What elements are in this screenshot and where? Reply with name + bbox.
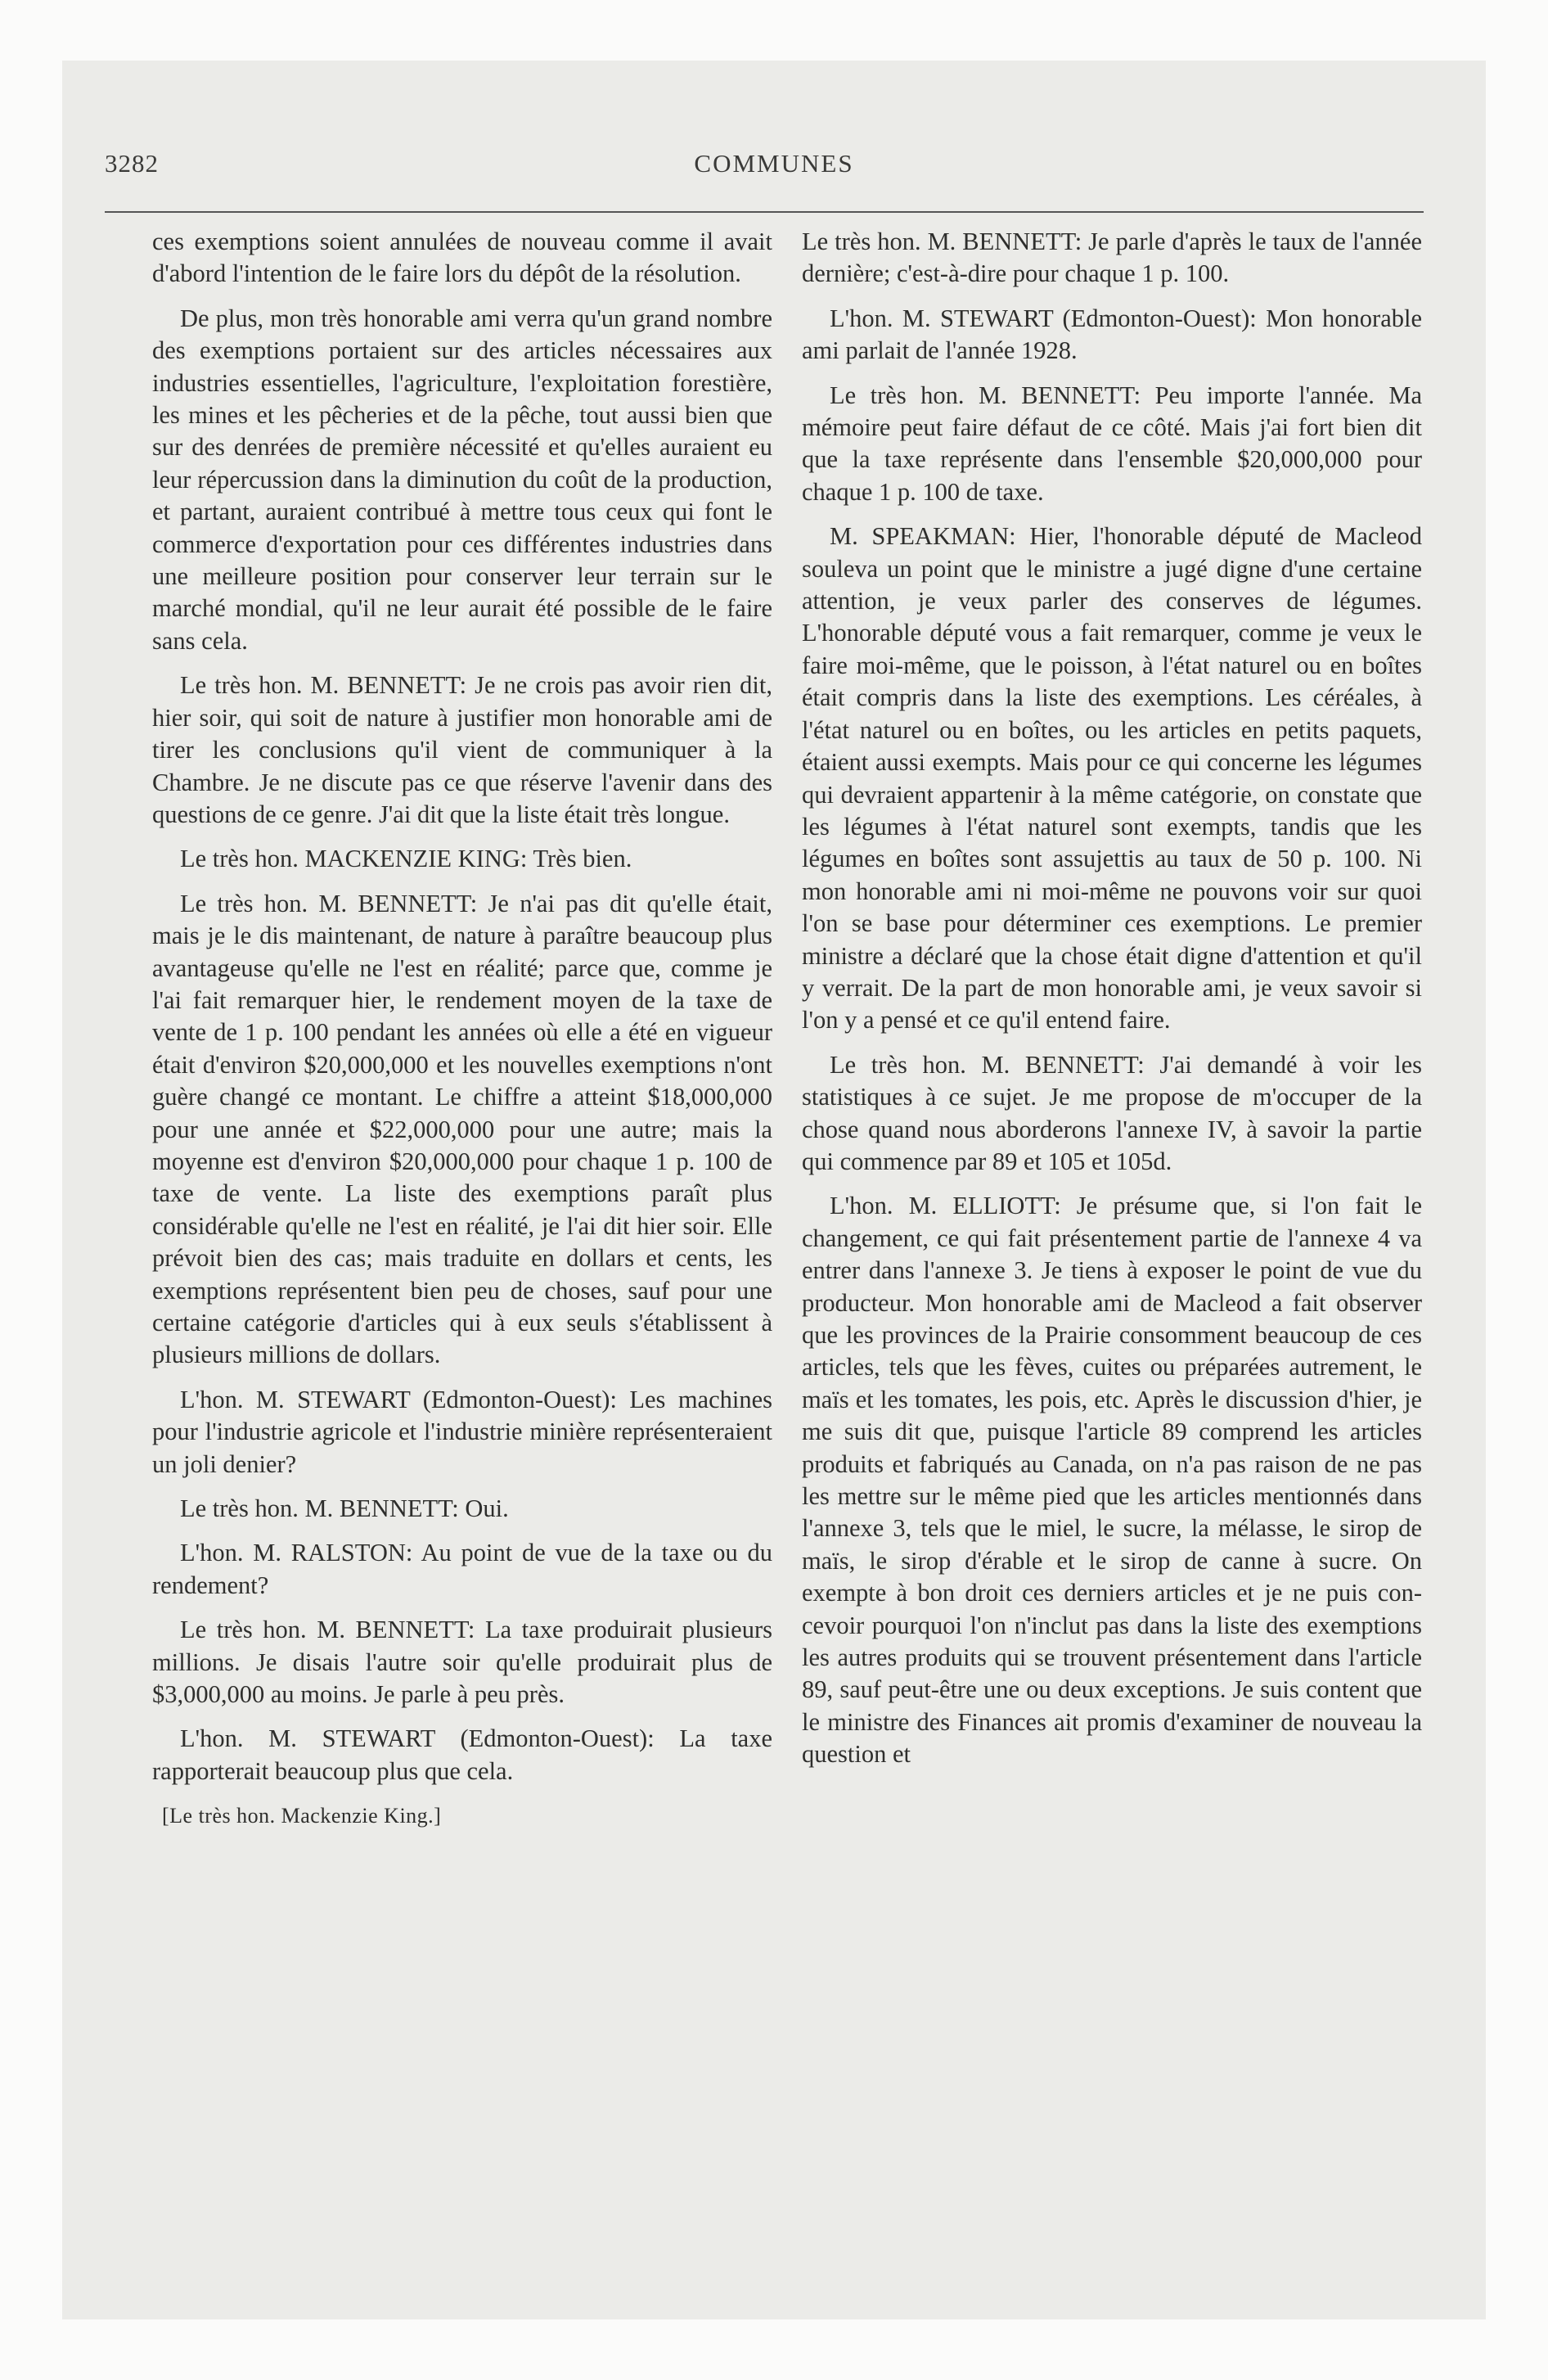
- running-head: COMMUNES: [694, 149, 854, 178]
- paragraph: L'hon. M. ELLIOTT: Je présume que, si l'on fait le changement, ce qui fait présentement partie de l'annexe 4 va entrer dans l'annexe 3. Je tiens à exposer le point de vue du producteur. Mon honorable ami de Macleod a fait observer que les provinces de la Prairie consomment beaucoup de ces articles, tels que les fèves, cuites ou préparées autrement, le maïs et les tomates, les pois, etc. Après le discussion d'hier, je me suis dit que, puisque l'article 89 comprend les articles produits et fabriqués au Canada, on n'a pas raison de ne pas les mettre sur le même pied que les articles mentionnés dans l'annexe 3, tels que le miel, le sucre, la mélasse, le sirop de maïs, le sirop d'érable et le sirop de canne à sucre. On exempte à bon droit ces derniers articles et je ne puis concevoir pourquoi l'on n'inclut pas dans la liste des exemptions les autres produits qui se trouvent présentement dans l'article 89, sauf peut-être une ou deux exceptions. Je suis content que le ministre des Finances ait promis d'examiner de nouveau la question et: [802, 1192, 1422, 1769]
- left-column: [152, 226, 772, 1845]
- page-number: 3282: [105, 149, 159, 178]
- paragraph: L'hon. M. STEWART (Edmonton-Ouest): Les machines pour l'industrie agricole et l'industrie minière représenteraient un joli denier?: [152, 1385, 772, 1478]
- paragraph: Le très hon. M. BENNETT: La taxe produirait plusieurs millions. Je disais l'autre soir qu'elle produirait plus de $3,000,000 au moins. Je parle à peu près.: [152, 1616, 772, 1709]
- paragraph: De plus, mon très honorable ami verra qu'un grand nombre des exemptions portaient sur des articles nécessaires aux industries essentielles, l'agriculture, l'exploitation forestière, les mines et les pêcheries et de la pêche, tout aussi bien que sur des denrées de première nécessité et qu'elles auraient eu leur répercussion dans la diminution du coût de la production, et partant, auraient contribué à mettre tous ceux qui font le commerce d'exportation pour ces différentes industries dans une meilleure position pour conserver leur terrain sur le marché mondial, qu'il ne leur aurait été possible de le faire sans cela.: [152, 304, 772, 655]
- paragraph: Le très hon. M. BENNETT: Je ne crois pas avoir rien dit, hier soir, qui soit de nature à justifier mon honorable ami de tirer les conclusions qu'il vient de communiquer à la Chambre. Je ne discute pas ce que réserve l'avenir dans des questions de ce genre. J'ai dit que la liste était très longue.: [152, 671, 772, 828]
- paragraph: M. SPEAKMAN: Hier, l'honorable député de Macleod souleva un point que le ministre a jugé digne d'une certaine attention, je veux parler des conserves de légumes. L'honorable député vous a fait remarquer, comme je veux le faire moi-même, que le poisson, à l'état naturel ou en boîtes était compris dans la liste des exemptions. Les céréales, à l'état naturel ou en boîtes, ou les articles en petits paquets, étaient aussi exempts. Mais pour ce qui concerne les légumes qui devraient appartenir à la même catégorie, on constate que les légumes à l'état naturel sont exempts, tandis que les légumes en boîtes sont assujettis au taux de 50 p. 100. Ni mon honorable ami ni moi-même ne pouvons voir sur quoi l'on se base pour déterminer ces exemptions. Le premier ministre a déclaré que la chose était digne d'attention et qu'il y verrait. De la part de mon honorable ami, je veux savoir si l'on y a pensé et ce qu'il entend faire.: [802, 522, 1422, 1034]
- paragraph: Le très hon. M. BENNETT: Je parle d'après le taux de l'année dernière; c'est-à-dire pour chaque 1 p. 100.: [802, 228, 1422, 288]
- paragraph: ces exemptions soient annulées de nouveau comme il avait d'abord l'intention de le faire lors du dépôt de la résolution.: [152, 228, 772, 288]
- paragraph: Le très hon. MACKENZIE KING: Très bien.: [180, 845, 632, 873]
- right-column: [802, 226, 1422, 1783]
- speaker-note: [Le très hon. Mackenzie King.]: [162, 1804, 442, 1828]
- paragraph: Le très hon. M. BENNETT: Peu importe l'année. Ma mémoire peut faire défaut de ce côté. Mais j'ai fort bien dit que la taxe représente dans l'ensemble $20,000,000 pour chaque 1 p. 100 de taxe.: [802, 381, 1422, 506]
- paragraph: L'hon. M. STEWART (Edmonton-Ouest): La taxe rapporterait beaucoup plus que cela.: [152, 1724, 772, 1785]
- paragraph: L'hon. M. RALSTON: Au point de vue de la taxe ou du rendement?: [152, 1539, 772, 1599]
- header-rule: [105, 211, 1424, 213]
- paragraph: L'hon. M. STEWART (Edmonton-Ouest): Mon honorable ami parlait de l'année 1928.: [802, 304, 1422, 365]
- paragraph: Le très hon. M. BENNETT: J'ai demandé à voir les statistiques à ce sujet. Je me propose de m'occuper de la chose quand nous aborderons l'annexe IV, à savoir la partie qui commence par 89 et 105 et 105d.: [802, 1050, 1422, 1175]
- paragraph: Le très hon. M. BENNETT: Je n'ai pas dit qu'elle était, mais je le dis maintenant, de nature à paraître beaucoup plus avantageuse qu'elle ne l'est en réalité; parce que, comme je l'ai fait remarquer hier, le rendement moyen de la taxe de vente de 1 p. 100 pendant les années où elle a été en vigueur était d'environ $20,000,000 et les nouvelles exemptions n'ont guère changé ce montant. Le chiffre a atteint $18,000,000 pour une année et $22,000,000 pour une autre; mais la moyenne est d'environ $20,000,000 pour chaque 1 p. 100 de taxe de vente. La liste des exemptions paraît plus considérable qu'elle ne l'est en réalité, je l'ai dit hier soir. Elle prévoit bien des cas; mais traduite en dollars et cents, les exemptions représentent bien peu de choses, sauf pour une certaine catégorie d'articles qui à eux seuls s'établissent à plusieurs millions de dollars.: [152, 889, 772, 1369]
- paragraph: Le très hon. M. BENNETT: Oui.: [180, 1494, 509, 1523]
